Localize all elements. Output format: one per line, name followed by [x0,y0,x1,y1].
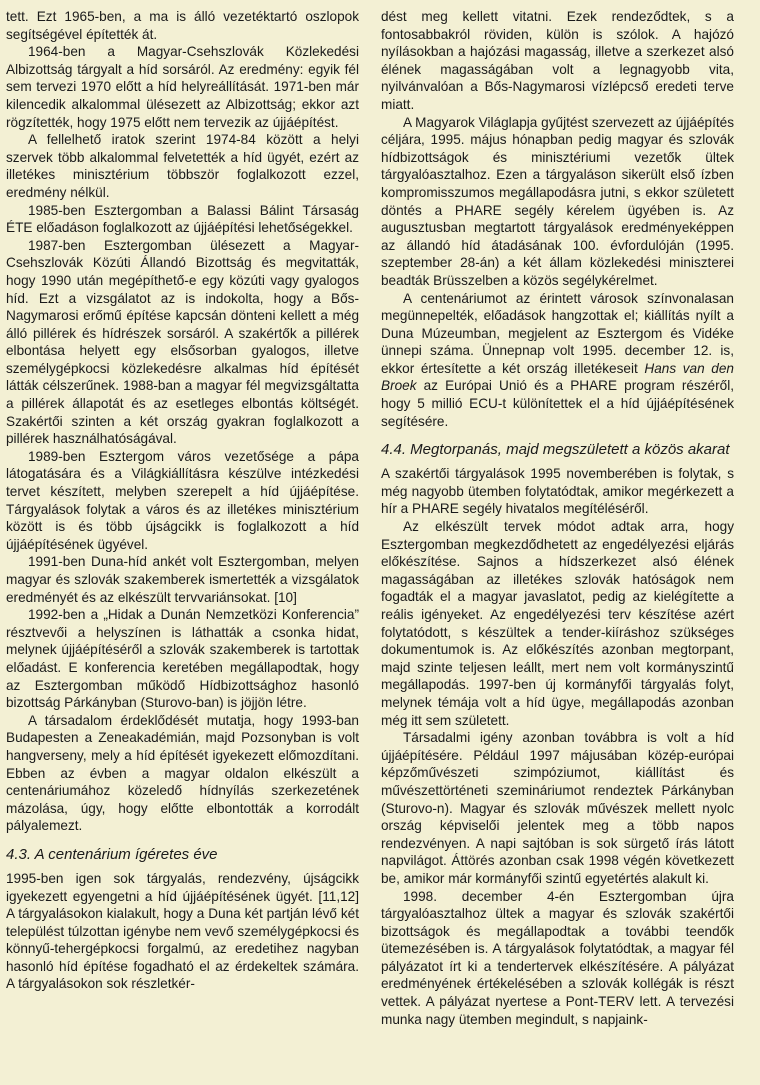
person-name: Hans van den Broek [381,360,734,394]
paragraph: 1998. december 4-én Esztergomban újra tárgyalóasztalhoz ültek a magyar és szlovák szakértői bizottságok és megállapodtak a további teendők ütemezésében is. A tárgyalások folytatódtak, a magyar fél pályázatot írt ki a tendertervek elkészítésére. A pályázat eredményének értékelésében a szlovák kollégák is részt vettek. A pályázat nyertese a Pont-TERV lett. A tervezési munka nagy ütemben megindult, s napjaink- [381,888,734,1027]
paragraph: 1964-ben a Magyar-Csehszlovák Közlekedési Albizottság tárgyalt a híd sorsáról. Az eredmény: egyik fél sem tervezi 1970 előtt a híd helyreállítását. 1971-ben már kilencedik alkalommal ülésezett az Albizottság; ekkor azt rögzítették, hogy 1975 előtt nem tervezik az újjáépítést. [6,44,359,130]
paragraph: 1989-ben Esztergom város vezetősége a pápa látogatására és a Világkiállításra készülve intézkedési tervet készített, melyben szerepelt a híd újjáépítése. Tárgyalások folytak a város és az illetékes minisztérium között is és több újságcikk is foglalkozott a híd újjáépítésének ügyével. [6,448,359,552]
text-run: az Európai Unió és a PHARE program részéről, hogy 5 millió ECU-t különítettek el a híd újjáépítésének segítésére. [381,378,734,429]
paragraph: A szakértői tárgyalások 1995 novemberében is folytak, s még nagyobb ütemben folytatódtak, amikor megérkezett a hír a PHARE segély hivatalos megítéléséről. [381,466,734,517]
section-heading: 4.3. A centenárium ígéretes éve [6,845,218,863]
right-column [381,8,734,1085]
paragraph: 1987-ben Esztergomban ülésezett a Magyar-Csehszlovák Közúti Állandó Bizottság és megvitatták, hogy 1990 után megépíthető-e egy közúti vagy gyalogos híd. Ezt a vizsgálatot az is indokolta, hogy a Bős-Nagymarosi erőmű építése kapcsán dönteni kellett a még álló pillérek és hídrészek sorsáról. A szakértők a pillérek elbontása helyett egy elsősorban gyalogos, illetve személygépkocsi közlekedésre alkalmas híd építését látták célszerűnek. 1988-ban a magyar fél megvizsgáltatta a pillérek állapotát és az esetleges elbontás költségét. Szakértői szinten a két ország gyakran foglalkozott a pillérek használhatóságával. [6,237,359,447]
paragraph: 1985-ben Esztergomban a Balassi Bálint Társaság ÉTE előadáson foglalkozott az újjáépítési lehetőségekkel. [6,202,359,236]
paragraph: tett. Ezt 1965-ben, a ma is álló vezetéktartó oszlopok segítségével építették át. [6,9,359,42]
paragraph: 1992-ben a „Hidak a Dunán Nemzetközi Konferencia” résztvevői a helyszínen is láthatták a csonka hidat, melynek újjáépítéséről a szlovák szakemberek is tartottak előadást. E konferencia keretében megállapodtak, hogy az Esztergomban működő Hídbizottsághoz hasonló bizottság Párkányban (Sturovo-ban) is jöjjön létre. [6,607,359,711]
left-column [6,8,359,1085]
section-heading: 4.4. Megtorpanás, majd megszületett a közös akarat [381,441,730,459]
paragraph: dést meg kellett vitatni. Ezek rendeződtek, s a fontosabbakról röviden, külön is szólok. A hajózó nyílásokban a hajózási magasság, illetve a szerkezet alsó élének magasságában volt a legnagyobb vita, nyilvánvalóan a Bős-Nagymarosi vízlépcső eredeti terve miatt. [381,9,734,112]
paragraph: A Magyarok Világlapja gyűjtést szervezett az újjáépítés céljára, 1995. május hónapban pedig magyar és szlovák hídbizottságok és minisztériumi vezetők ültek tárgyalóasztalhoz. Ezen a tárgyaláson sikerült első ízben kompromisszumos megállapodásra jutni, s ekkor született döntés a PHARE segély kérelem ügyében is. Az augusztusban megtartott tárgyalások eredményeképpen az állandó híd átadásának 100. évfordulóján (1995. szeptember 28-án) a két állam közlekedési miniszterei beadták Brüsszelben a közös segélykérelmet. [381,114,734,288]
paragraph-phare [381,290,734,431]
paragraph: A társadalom érdeklődését mutatja, hogy 1993-ban Budapesten a Zeneakadémián, majd Pozsonyban is volt hangverseny, mely a híd építését igyekezett előmozdítani. Ebben az évben a magyar oldalon elkészült a centenáriumához közeledő hídnyílás szerkezetének mázolása, úgy, hogy előtte elbontották a korrodált pályalemezt. [6,712,359,834]
paragraph: Társadalmi igény azonban továbbra is volt a híd újjáépítésére. Például 1997 májusában közép-európai képzőművészeti szimpóziumot, kiállítást és művészettörténeti szemináriumot rendeztek Párkányban (Sturovo-n). Magyar és szlovák művészek mellett nyolc ország képviselői jelentek meg a több napos rendezvényen. A napi sajtóban is sok sürgető írás látott napvilágot. Áttörés azonban csak 1998 végén következett be, amikor már kormányfői szintű egyetértés alakult ki. [381,730,734,886]
text-run: A centenáriumot az érintett városok színvonalasan megünnepelték, előadások hangzottak el; kiállítás nyílt a Duna Múzeumban, megjelent az Esztergom és Vidéke ünnepi száma. Ünnepnap volt 1995. december 12. is, ekkor értesítette a két ország illetékeseit [381,290,734,376]
paragraph: Az elkészült tervek módot adtak arra, hogy Esztergomban megkezdődhetett az engedélyezési eljárás előkészítése. Sajnos a hídszerkezet alsó élének magasságában az illetékes szlovák hatóságok nem fogadták el a magyar javaslatot, pedig az kielégítette a reális igényeket. Az engedélyezési terv készítése azért folytatódott, s készültek a tender-kiíráshoz szükséges dokumentumok is. Az előkészítés azonban megtorpant, majd szinte teljesen leállt, mert nem volt kormányszintű megállapodás. 1997-ben új kormányfői tárgyalás folyt, melynek témája volt a híd ügye, megállapodás azonban még itt sem született. [381,519,734,728]
paragraph: A fellelhető iratok szerint 1974-84 között a helyi szervek több alkalommal felvetették a híd ügyét, ezért az illetékes minisztérium többször foglalkozott ezzel, eredmény nélkül. [6,132,359,200]
paragraph: 1995-ben igen sok tárgyalás, rendezvény, újságcikk igyekezett egyengetni a híd újjáépítésének ügyét. [11,12] A tárgyalásokon kialakult, hogy a Duna két partján lévő két települést túlzottan igénybe nem vevő személygépkocsi és könnyű-tehergépkocsi forgalmú, az eredetihez nagyban hasonló híd építése fogadható el az érdekeltek számára. A tárgyalásokon sok részletkér- [6,870,359,992]
paragraph: 1991-ben Duna-híd ankét volt Esztergomban, melyen magyar és szlovák szakemberek ismertették a vizsgálatok eredményét és az elkészült tervvariánsokat. [10] [6,554,359,605]
